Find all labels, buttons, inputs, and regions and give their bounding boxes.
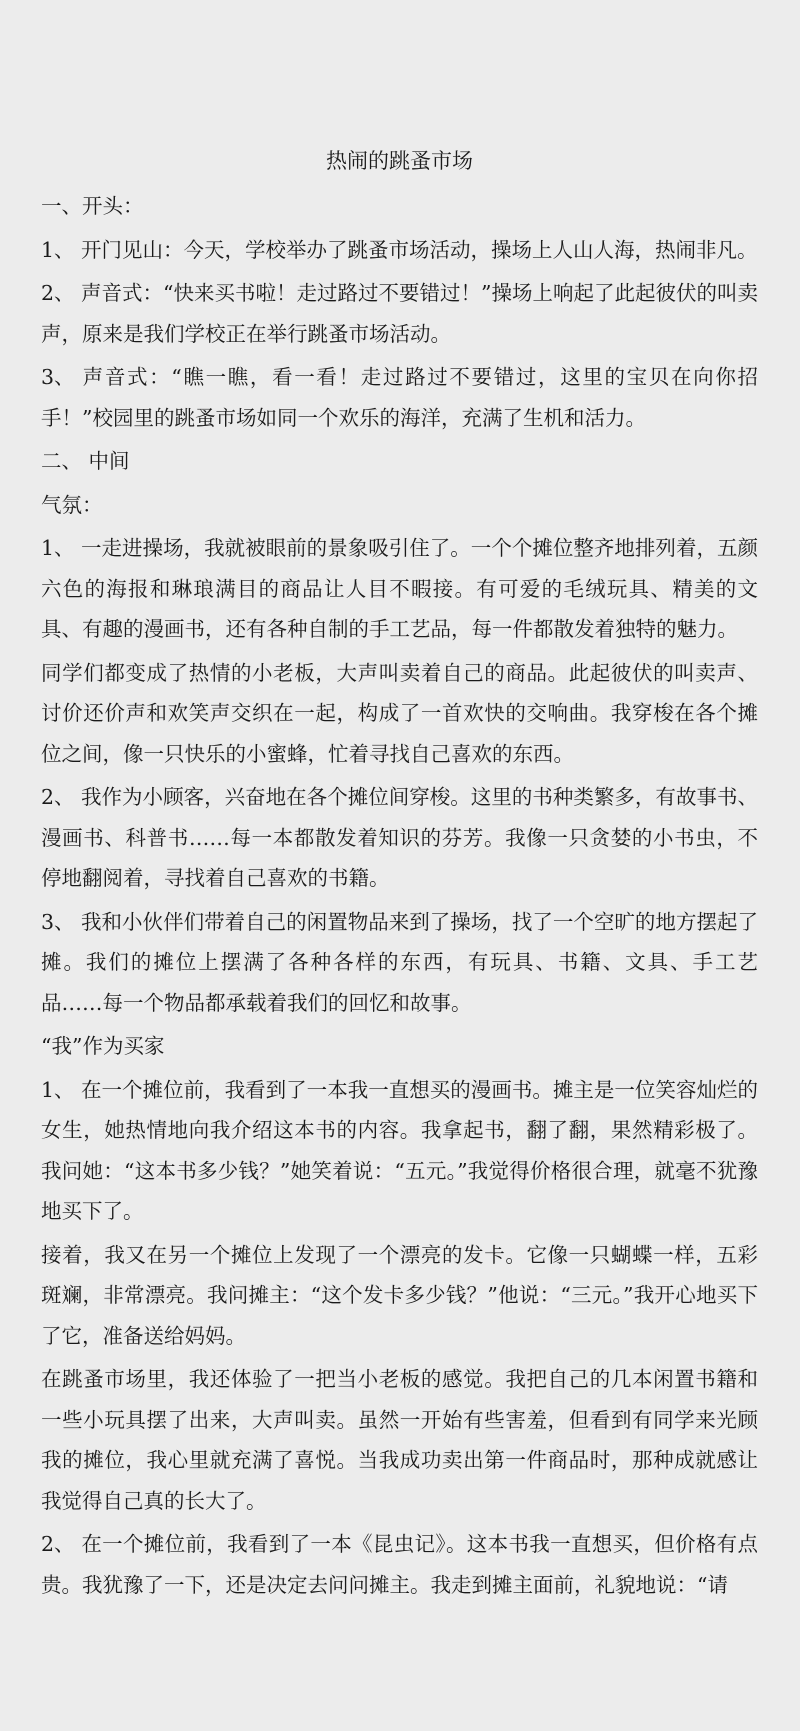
section-heading: 气氛： bbox=[41, 492, 103, 517]
numbered-paragraph bbox=[41, 1524, 758, 1605]
paragraph-text: 在一个摊位前，我看到了一本我一直想买的漫画书。摊主是一位笑容灿烂的女生，她热情地向我介绍这本书的内容。我拿起书，翻了翻，果然精彩极了。我问她：“这本书多少钱？”她笑着说：“五元。”我觉得价格很合理，就毫不犹豫地买下了。 bbox=[41, 1077, 758, 1223]
section-heading: 二、 中间 bbox=[41, 449, 130, 473]
paragraph-text: 一走进操场，我就被眼前的景象吸引住了。一个个摊位整齐地排列着，五颜六色的海报和琳琅满目的商品让人目不暇接。有可爱的毛绒玩具、精美的文具、有趣的漫画书，还有各种自制的手工艺品，每一件都散发着独特的魅力。 bbox=[41, 536, 758, 641]
item-number: 1、 bbox=[41, 237, 75, 262]
numbered-paragraph bbox=[41, 273, 758, 354]
numbered-paragraph bbox=[41, 1070, 758, 1232]
section-heading: 一、开头： bbox=[41, 194, 144, 218]
item-number: 1、 bbox=[41, 1077, 75, 1102]
numbered-paragraph bbox=[41, 357, 758, 438]
paragraph-text: 声音式：“快来买书啦！走过路过不要错过！”操场上响起了此起彼伏的叫卖声，原来是我们学校正在举行跳蚤市场活动。 bbox=[41, 281, 758, 346]
paragraph-text: 声音式：“瞧一瞧，看一看！走过路过不要错过，这里的宝贝在向你招手！”校园里的跳蚤市场如同一个欢乐的海洋，充满了生机和活力。 bbox=[41, 365, 758, 430]
numbered-paragraph bbox=[41, 902, 758, 1024]
item-number: 2、 bbox=[41, 1532, 75, 1556]
item-number: 2、 bbox=[41, 785, 75, 809]
numbered-paragraph bbox=[41, 777, 758, 899]
numbered-paragraph bbox=[41, 528, 758, 650]
item-number: 2、 bbox=[41, 281, 75, 305]
paragraph-text: 在一个摊位前，我看到了一本《昆虫记》。这本书我一直想买，但价格有点贵。我犹豫了一下，还是决定去问问摊主。我走到摊主面前，礼貌地说：“请 bbox=[41, 1532, 758, 1597]
paragraph-text: 我和小伙伴们带着自己的闲置物品来到了操场，找了一个空旷的地方摆起了摊。我们的摊位上摆满了各种各样的东西，有玩具、书籍、文具、手工艺品……每一个物品都承载着我们的回忆和故事。 bbox=[41, 909, 758, 1015]
item-number: 3、 bbox=[41, 909, 75, 934]
paragraph-text: 我作为小顾客，兴奋地在各个摊位间穿梭。这里的书种类繁多，有故事书、漫画书、科普书……每一本都散发着知识的芬芳。我像一只贪婪的小书虫，不停地翻阅着，寻找着自己喜欢的书籍。 bbox=[41, 785, 758, 890]
paragraph-text: 开门见山：今天，学校举办了跳蚤市场活动，操场上人山人海，热闹非凡。 bbox=[81, 237, 758, 262]
item-number: 1、 bbox=[41, 536, 75, 560]
item-number: 3、 bbox=[41, 365, 75, 389]
document-title: 热闹的跳蚤市场 bbox=[326, 149, 473, 173]
section-heading: “我”作为买家 bbox=[41, 1034, 165, 1058]
document-body bbox=[41, 186, 758, 1605]
numbered-paragraph bbox=[41, 230, 758, 271]
paragraph: 在跳蚤市场里，我还体验了一把当小老板的感觉。我把自己的几本闲置书籍和一些小玩具摆了出来，大声叫卖。虽然一开始有些害羞，但看到有同学来光顾我的摊位，我心里就充满了喜悦。当我成功卖出第一件商品时，那种成就感让我觉得自己真的长大了。 bbox=[41, 1367, 758, 1513]
paragraph: 同学们都变成了热情的小老板，大声叫卖着自己的商品。此起彼伏的叫卖声、讨价还价声和欢笑声交织在一起，构成了一首欢快的交响曲。我穿梭在各个摊位之间，像一只快乐的小蜜蜂，忙着寻找自己喜欢的东西。 bbox=[41, 660, 758, 766]
paragraph: 接着，我又在另一个摊位上发现了一个漂亮的发卡。它像一只蝴蝶一样，五彩斑斓，非常漂亮。我问摊主：“这个发卡多少钱？”他说：“三元。”我开心地买下了它，准备送给妈妈。 bbox=[41, 1242, 758, 1348]
